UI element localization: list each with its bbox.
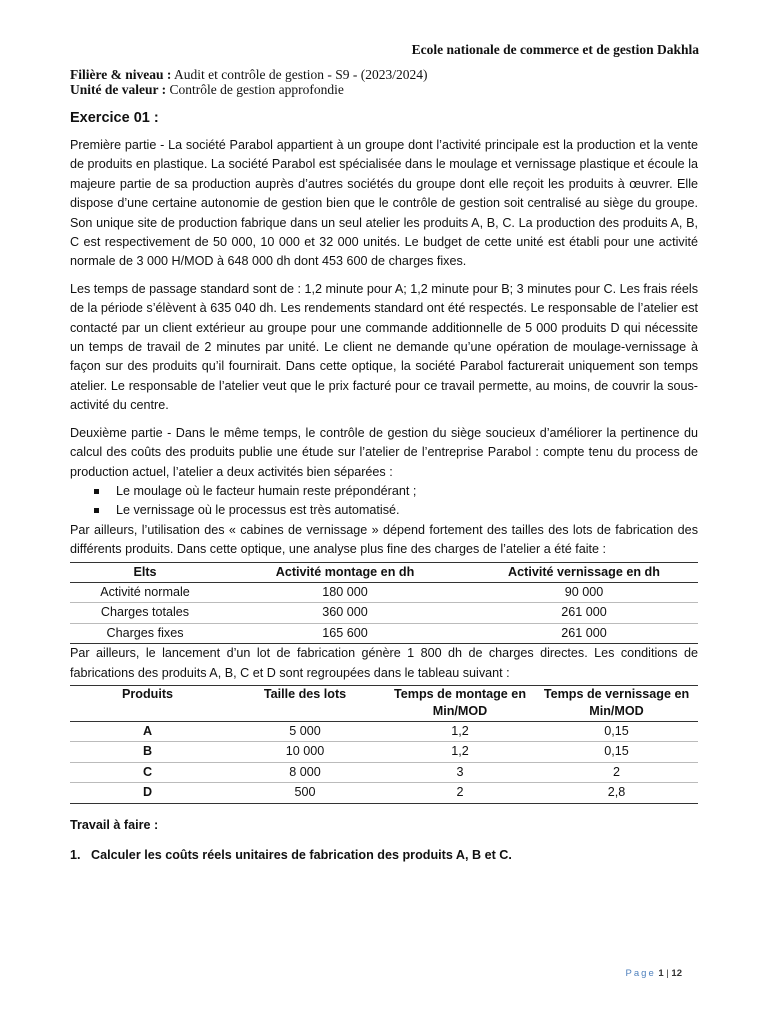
table-row xyxy=(70,742,698,762)
filiere-value: Audit et contrôle de gestion - S9 - (2023/2024) xyxy=(174,67,428,82)
course-meta xyxy=(70,67,427,97)
question-number: 1. xyxy=(70,848,81,862)
table-cell: 165 600 xyxy=(220,623,470,643)
paragraph-part-one: Première partie - La société Parabol appartient à un groupe dont l’activité principale est la production et la vente de produits en plastique. La société Parabol est spécialisée dans le moulage et vernissage plastique et écoule la majeure partie de sa production auprès d’autres sociétés du groupe dont elle reçoit les produits à œuvrer. Elle dispose d’une certaine autonomie de gestion bien que le contrôle de gestion soit centralisé au siège du groupe. Son unique site de production fabrique dans un seul atelier les produits A, B, C. La production des produits A, B, C est respectivement de 50 000, 10 000 et 32 000 unités. Le budget de cette unité est établi pour une activité normale de 3 000 H/MOD à 648 000 dh dont 453 600 de charges fixes. xyxy=(70,138,698,269)
column-header: Activité vernissage en dh xyxy=(470,562,698,582)
question-1 xyxy=(70,846,698,865)
table-cell: 261 000 xyxy=(470,623,698,643)
filiere-label: Filière & niveau : xyxy=(70,67,172,82)
table-cell: B xyxy=(70,742,225,762)
table-cell: 8 000 xyxy=(225,762,385,782)
table-row xyxy=(70,721,698,741)
paragraph-part-two: Deuxième partie - Dans le même temps, le contrôle de gestion du siège soucieux d’améliorer la pertinence du calcul des coûts des produits publie une étude sur l’atelier de l’entreprise Parabol : compte tenu du process de production actuel, l’atelier a deux activités bien séparées : xyxy=(70,425,698,479)
unite-label: Unité de valeur : xyxy=(70,82,167,97)
column-header: Temps de montage en Min/MOD xyxy=(385,685,535,721)
total-pages: 12 xyxy=(671,968,682,979)
paragraph-standard-times: Les temps de passage standard sont de : 1,2 minute pour A; 1,2 minute pour B; 3 minutes pour C. Les frais réels de la période s’élèvent à 635 040 dh. Les rendements standard ont été respectés. Le responsable de l’atelier est contacté par un client extérieur au groupe pour une commande additionnelle de 5 000 produits D qui nécessite un temps de travail de 2 minutes par unité. Le client ne demande qu’une opération de moulage-vernissage à façon sur des produits qu’il fournirait. Dans cette optique, la société Parabol facturerait uniquement son temps atelier. Le responsable de l’atelier veut que le prix facturé pour ce travail permette, au moins, de couvrir la sous-activité du centre. xyxy=(70,281,698,413)
table-cell: 90 000 xyxy=(470,582,698,602)
question-text: Calculer les coûts réels unitaires de fabrication des produits A, B et C. xyxy=(91,848,512,862)
table-cell: 0,15 xyxy=(535,721,698,741)
table-cell: 261 000 xyxy=(470,603,698,623)
column-header: Taille des lots xyxy=(225,685,385,721)
work-title: Travail à faire : xyxy=(70,817,159,832)
exercise-body xyxy=(70,136,698,865)
school-name: Ecole nationale de commerce et de gestion Dakhla xyxy=(411,42,699,57)
table-header-row xyxy=(70,562,698,582)
table-row xyxy=(70,623,698,643)
filiere-line xyxy=(70,67,427,82)
page-number: 1 xyxy=(658,968,664,979)
page-footer xyxy=(626,968,682,979)
column-header: Activité montage en dh xyxy=(220,562,470,582)
table-cell: C xyxy=(70,762,225,782)
page-separator: | xyxy=(666,968,669,979)
table-cell: 0,15 xyxy=(535,742,698,762)
table-cell: D xyxy=(70,783,225,803)
table-row xyxy=(70,783,698,803)
table-row xyxy=(70,582,698,602)
unite-value: Contrôle de gestion approfondie xyxy=(169,82,344,97)
table-cell: Activité normale xyxy=(70,582,220,602)
list-item: Le vernissage où le processus est très automatisé. xyxy=(70,501,698,520)
table-cell: 180 000 xyxy=(220,582,470,602)
table-cell: 2 xyxy=(535,762,698,782)
table-cell: 500 xyxy=(225,783,385,803)
production-conditions-table xyxy=(70,685,698,804)
table-cell: 3 xyxy=(385,762,535,782)
charges-table xyxy=(70,562,698,645)
exercise-title: Exercice 01 : xyxy=(70,110,159,126)
table-cell: A xyxy=(70,721,225,741)
table-cell: 10 000 xyxy=(225,742,385,762)
paragraph-cabins: Par ailleurs, l’utilisation des « cabines de vernissage » dépend fortement des tailles des lots de fabrication des différents produits. Dans cette optique, une analyse plus fine des charges de l’atelier a été faite : xyxy=(70,522,698,557)
table-cell: 1,2 xyxy=(385,721,535,741)
table-cell: 360 000 xyxy=(220,603,470,623)
table-cell: 5 000 xyxy=(225,721,385,741)
column-header: Produits xyxy=(70,685,225,721)
column-header: Temps de vernissage en Min/MOD xyxy=(535,685,698,721)
activity-list xyxy=(70,482,698,521)
page-label: Page xyxy=(625,968,656,979)
table-row xyxy=(70,762,698,782)
table-cell: 2,8 xyxy=(535,783,698,803)
table-header-row xyxy=(70,685,698,721)
table-cell: Charges totales xyxy=(70,603,220,623)
paragraph-lot-launch: Par ailleurs, le lancement d’un lot de fabrication génère 1 800 dh de charges directes. Les conditions de fabrications des produits A, B, C et D sont regroupées dans le tableau suivant : xyxy=(70,646,698,680)
list-item: Le moulage où le facteur humain reste prépondérant ; xyxy=(70,482,698,501)
table-cell: 2 xyxy=(385,783,535,803)
table-row xyxy=(70,603,698,623)
column-header: Elts xyxy=(70,562,220,582)
unite-line xyxy=(70,82,427,97)
table-cell: Charges fixes xyxy=(70,623,220,643)
table-cell: 1,2 xyxy=(385,742,535,762)
